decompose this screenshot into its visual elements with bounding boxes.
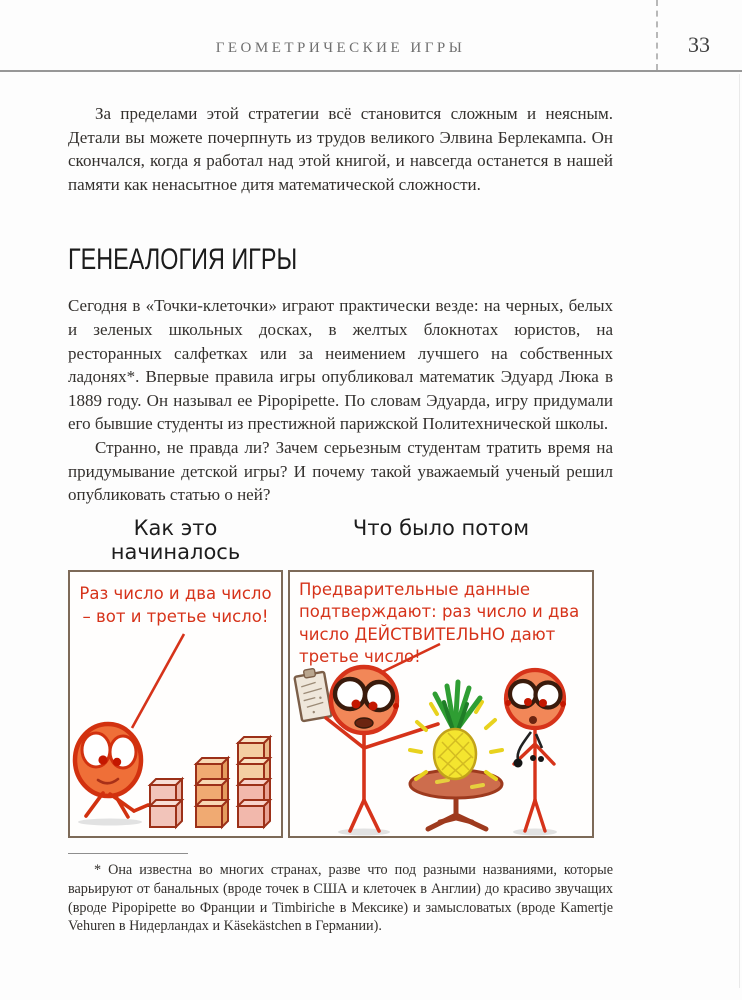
header-rule: [0, 70, 742, 72]
open-mouth: [355, 718, 373, 728]
section-heading: [68, 243, 613, 277]
eye-pupil: [113, 758, 121, 766]
footnote-marker: *: [94, 861, 102, 878]
left-speech-text: Раз число и два число – вот и третье число!: [79, 583, 272, 627]
page-edge-shadow: [739, 74, 740, 988]
footnote-text: Она известна во многих странах, разве что под разными названиями, которые варьируют от банальных (вроде точек в США и клеточек в Англии) до красиво звучащих (вроде Pipopipette во Франции и Timbiriche в Мексике) и замысловатых (вроде Kamertje Vehuren в Нидерландах и Käsekästchen в Германии).: [68, 861, 613, 935]
left-panel-caption: Как это начиналось: [110, 515, 241, 564]
footnote: [68, 861, 613, 937]
comic-strip: [68, 570, 613, 838]
blob-character: [75, 724, 148, 826]
eye-pupil: [98, 755, 107, 764]
footnote-separator: [68, 853, 188, 854]
paragraph-1: За пределами этой стратегии всё становится сложным и неясным. Детали вы можете почерпнуть из трудов великого Элвина Берлекампа. Он скончался, когда я работал над этой книгой, и навсегда останется в нашей памяти как ненасытное дитя математической сложности.: [68, 104, 613, 194]
page-number: 33: [688, 32, 710, 57]
comic-panel-after: [288, 570, 594, 838]
main-column: [68, 102, 613, 936]
observer-figure: [505, 670, 566, 836]
paragraph-3: Странно, не правда ли? Зачем серьезным студентам тратить время на придумывание детской игры? И почему такой уважаемый ученый решил опубликовать статью о ней?: [68, 437, 613, 505]
section-heading-text: ГЕНЕАЛОГИЯ ИГРЫ: [68, 243, 298, 277]
cube-stack-4: [238, 737, 270, 827]
right-speech-text: Предварительные данные подтверждают: раз число и два число ДЕЙСТВИТЕЛЬНО дают третье число!: [299, 579, 580, 667]
stick-body: [514, 728, 554, 831]
comic-captions: [68, 516, 613, 564]
cube-stacks: [150, 737, 270, 827]
pineapple: [410, 682, 502, 779]
pineapple-leaves: [435, 682, 480, 732]
clipboard: [294, 667, 332, 721]
glasses-lens: [510, 681, 536, 707]
cube-stack-3: [196, 758, 228, 827]
table-base: [428, 800, 486, 829]
o-mouth: [529, 716, 537, 724]
cube-stack-2: [150, 779, 182, 827]
paragraph-2: Сегодня в «Точки-клеточки» играют практически везде: на черных, белых и зеленых школьных досках, в желтых блокнотах юристов, на ресторанных салфетках или за неимением лучшего на собственных ладонях*. Впервые правила игры опубликовал математик Эдуард Люка в 1889 году. Он называл ее Pipopipette. По словам Эдуарда, игру придумали его бывшие студенты из престижной парижской Политехнической школы.: [68, 296, 613, 434]
running-head: ГЕОМЕТРИЧЕСКИЕ ИГРЫ: [215, 40, 466, 56]
right-panel-caption: Что было потом: [352, 515, 530, 540]
comic-panel-before: [68, 570, 283, 838]
stick-legs: [86, 793, 148, 817]
speech-pointer-line: [132, 634, 184, 728]
glasses-lens: [335, 679, 365, 709]
